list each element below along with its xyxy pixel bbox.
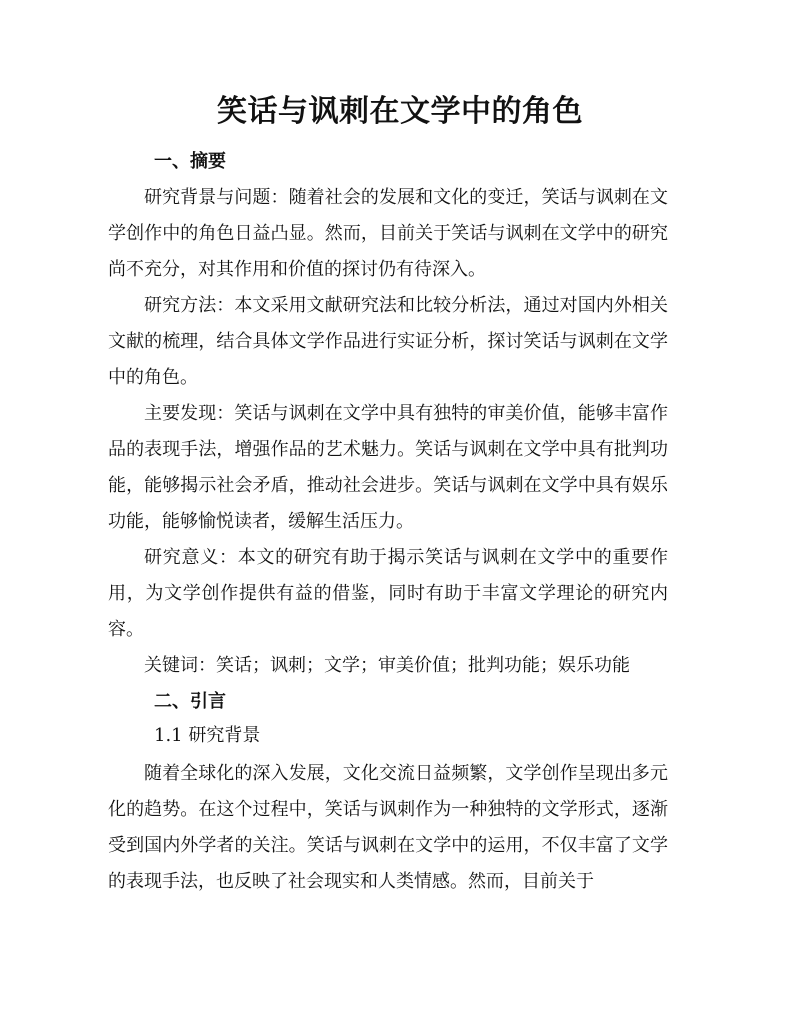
abstract-background-paragraph: 研究背景与问题：随着社会的发展和文化的变迁，笑话与讽刺在文学创作中的角色日益凸显。然而，目前关于笑话与讽刺在文学中的研究尚不充分，对其作用和价值的探讨仍有待深入。 xyxy=(108,187,668,280)
introduction-heading: 二、引言 xyxy=(154,691,226,712)
introduction-paragraph: 随着全球化的深入发展，文化交流日益频繁，文学创作呈现出多元化的趋势。在这个过程中，笑话与讽刺作为一种独特的文学形式，逐渐受到国内外学者的关注。笑话与讽刺在文学中的运用，不仅丰富了文学的表现手法，也反映了社会现实和人类情感。然而，目前关于 xyxy=(108,763,668,892)
document-title: 笑话与讽刺在文学中的角色 xyxy=(217,94,583,129)
abstract-methods-paragraph: 研究方法：本文采用文献研究法和比较分析法，通过对国内外相关文献的梳理，结合具体文学作品进行实证分析，探讨笑话与讽刺在文学中的角色。 xyxy=(108,295,668,388)
abstract-significance-paragraph: 研究意义：本文的研究有助于揭示笑话与讽刺在文学中的重要作用，为文学创作提供有益的借鉴，同时有助于丰富文学理论的研究内容。 xyxy=(108,547,668,640)
abstract-heading: 一、摘要 xyxy=(154,151,226,172)
background-subheading: 1.1 研究背景 xyxy=(154,725,261,746)
keywords-line: 关键词：笑话；讽刺；文学；审美价值；批判功能；娱乐功能 xyxy=(144,655,630,676)
abstract-findings-paragraph: 主要发现：笑话与讽刺在文学中具有独特的审美价值，能够丰富作品的表现手法，增强作品的艺术魅力。笑话与讽刺在文学中具有批判功能，能够揭示社会矛盾，推动社会进步。笑话与讽刺在文学中具有娱乐功能，能够愉悦读者，缓解生活压力。 xyxy=(108,403,668,532)
